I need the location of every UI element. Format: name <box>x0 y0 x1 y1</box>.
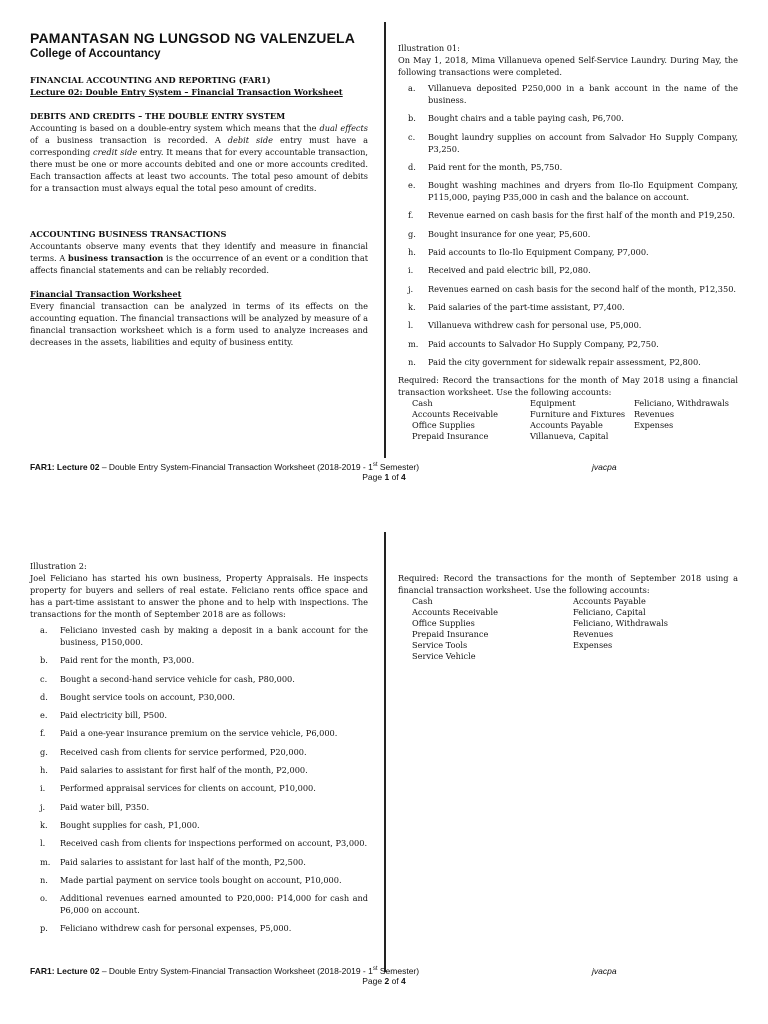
transaction-item <box>398 246 738 258</box>
college-name: College of Accountancy <box>30 48 161 60</box>
transaction-text: Revenue earned on cash basis for the first half of the month and P19,250. <box>428 210 735 221</box>
transaction-letter: k. <box>408 301 416 312</box>
transaction-letter: k. <box>40 819 48 830</box>
page1-right-column <box>398 42 738 442</box>
account-name: Expenses <box>573 640 613 650</box>
transaction-item <box>398 283 738 295</box>
transaction-letter: n. <box>40 874 48 885</box>
transaction-letter: g. <box>408 228 416 239</box>
transaction-letter: m. <box>40 856 51 867</box>
transaction-letter: f. <box>40 728 46 739</box>
transaction-text: Feliciano invested cash by making a deposit in a bank account for the business, P150,000. <box>60 625 368 647</box>
transaction-item <box>398 179 738 203</box>
account-name: Office Supplies <box>412 420 475 431</box>
transaction-text: Paid salaries of the part-time assistant, P7,400. <box>428 301 625 312</box>
transaction-item <box>398 319 738 331</box>
business-transactions-paragraph: Accountants observe many events that they identify and measure in financial terms. A business transaction is the occurrence of an event or a condition that affects financial statements and can be reliably recorded. <box>30 241 368 275</box>
account-name: Accounts Payable <box>530 420 603 431</box>
worksheet-heading: Financial Transaction Worksheet <box>30 289 182 299</box>
transaction-item <box>30 874 368 886</box>
transaction-item <box>30 782 368 794</box>
transaction-text: Additional revenues earned amounted to P20,000: P14,000 for cash and P6,000 on account. <box>60 893 368 916</box>
transaction-letter: b. <box>40 655 48 666</box>
transaction-text: Bought insurance for one year, P5,600. <box>428 228 591 239</box>
account-name: Feliciano, Withdrawals <box>634 398 730 409</box>
transaction-item <box>398 161 738 173</box>
page2-right-column <box>398 572 738 662</box>
transaction-text: Paid a one-year insurance premium on the service vehicle, P6,000. <box>60 728 338 739</box>
transaction-item <box>30 691 368 703</box>
transaction-text: Paid rent for the month, P3,000. <box>60 655 195 666</box>
account-name: Service Vehicle <box>412 651 476 661</box>
transaction-text: Received cash from clients for service performed, P20,000. <box>60 746 307 757</box>
illustration-2-required: Required: Record the transactions for the month of September 2018 using a financial transaction worksheet. Use the following accounts: <box>398 573 738 595</box>
account-name: Feliciano, Withdrawals <box>573 618 669 628</box>
transaction-item <box>30 922 368 934</box>
transaction-text: Bought chairs and a table paying cash, P6,700. <box>428 113 624 124</box>
transaction-letter: h. <box>408 247 416 258</box>
debits-heading: DEBITS AND CREDITS – THE DOUBLE ENTRY SYSTEM <box>30 111 286 121</box>
lecture-title: Lecture 02: Double Entry System – Financial Transaction Worksheet <box>30 87 343 97</box>
transaction-text: Paid salaries to assistant for last half of the month, P2,500. <box>60 856 306 867</box>
transaction-letter: i. <box>40 783 46 794</box>
transaction-text: Feliciano withdrew cash for personal expenses, P5,000. <box>60 923 292 934</box>
transaction-text: Performed appraisal services for clients on account, P10,000. <box>60 783 316 794</box>
transaction-letter: c. <box>40 673 48 684</box>
illustration-2-transactions <box>30 624 368 934</box>
transaction-text: Received and paid electric bill, P2,080. <box>428 265 591 276</box>
debits-paragraph: Accounting is based on a double-entry system which means that the dual effects of a business transaction is recorded. A debit side entry must have a corresponding credit side entry. It means that for every accountable transaction, there must be one or more accounts debited and one or more accounts credited. Each transaction affects at least two accounts. The total peso amount of debits for a transaction must always equal the total peso amount of credits. <box>30 123 369 193</box>
transaction-text: Paid electricity bill, P500. <box>60 710 167 721</box>
transaction-text: Villanueva deposited P250,000 in a bank account in the name of the business. <box>428 83 738 105</box>
transaction-item <box>398 131 738 155</box>
illustration-1-transactions <box>398 82 738 368</box>
transaction-item <box>30 764 368 776</box>
account-name: Accounts Receivable <box>412 607 498 617</box>
transaction-letter: g. <box>40 746 48 757</box>
transaction-letter: d. <box>408 161 416 172</box>
account-name: Furniture and Fixtures <box>530 409 626 420</box>
transaction-text: Bought service tools on account, P30,000. <box>60 691 236 702</box>
transaction-letter: m. <box>408 338 419 349</box>
transaction-item <box>30 856 368 868</box>
illustration-2-intro: Joel Feliciano has started his own business, Property Appraisals. He inspects property for buyers and sellers of real estate. Feliciano rents office space and has a part-time assistant to answer the phone and to help with inspections. The transactions for the month of September 2018 are as follows: <box>30 573 368 619</box>
illustration-1-intro: On May 1, 2018, Mima Villanueva opened Self-Service Laundry. During May, the following transactions were completed. <box>398 55 738 77</box>
transaction-item <box>30 727 368 739</box>
transaction-letter: j. <box>40 801 46 812</box>
account-name: Revenues <box>573 629 614 639</box>
transaction-text: Bought a second-hand service vehicle for cash, P80,000. <box>60 673 295 684</box>
footer-course-line: FAR1: Lecture 02 – Double Entry System-Financial Transaction Worksheet (2018-2019 - 1st Semester) <box>30 462 420 472</box>
transaction-text: Paid salaries to assistant for first half of the month, P2,000. <box>60 765 308 776</box>
account-name: Service Tools <box>412 640 468 650</box>
transaction-text: Made partial payment on service tools bought on account, P10,000. <box>60 874 342 885</box>
transaction-letter: h. <box>40 765 48 776</box>
document-page-1 <box>0 0 768 500</box>
account-name: Villanueva, Capital <box>530 431 609 442</box>
account-name <box>634 431 744 442</box>
transaction-letter: l. <box>408 320 414 331</box>
transaction-letter: f. <box>408 210 414 221</box>
page-number: Page 1 of 4 <box>362 472 406 482</box>
transaction-text: Paid accounts to Salvador Ho Supply Company, P2,750. <box>428 338 659 349</box>
transaction-text: Paid the city government for sidewalk repair assessment, P2,800. <box>428 356 701 367</box>
transaction-text: Paid water bill, P350. <box>60 801 150 812</box>
transaction-item <box>398 209 738 221</box>
illustration-2-accounts <box>412 596 738 662</box>
transaction-text: Bought laundry supplies on account from Salvador Ho Supply Company, P3,250. <box>428 131 738 154</box>
account-name: Cash <box>412 596 433 606</box>
transaction-item <box>30 819 368 831</box>
transaction-letter: p. <box>40 923 48 934</box>
account-name: Revenues <box>634 409 675 420</box>
footer-author: jvacpa <box>592 462 617 472</box>
account-name: Prepaid Insurance <box>412 431 489 442</box>
transaction-item <box>30 746 368 758</box>
university-name: PAMANTASAN NG LUNGSOD NG VALENZUELA <box>30 30 356 46</box>
transaction-text: Bought washing machines and dryers from Ilo-Ilo Equipment Company, P115,000, paying P35,000 in cash and the balance on account. <box>428 180 738 203</box>
transaction-item <box>30 709 368 721</box>
transaction-item <box>30 892 368 916</box>
transaction-letter: l. <box>40 838 46 849</box>
transaction-letter: a. <box>40 625 48 635</box>
transaction-item <box>398 82 738 106</box>
transaction-item <box>398 112 738 124</box>
transaction-item <box>398 228 738 240</box>
course-title: FINANCIAL ACCOUNTING AND REPORTING (FAR1) <box>30 75 271 85</box>
transaction-item <box>398 356 738 368</box>
account-name: Expenses <box>634 420 674 431</box>
transaction-text: Revenues earned on cash basis for the second half of the month, P12,350. <box>428 283 737 294</box>
transaction-item <box>398 264 738 276</box>
document-page-2 <box>0 520 768 1024</box>
transaction-letter: c. <box>408 131 416 142</box>
transaction-item <box>30 801 368 813</box>
transaction-letter: i. <box>408 265 414 276</box>
transaction-text: Bought supplies for cash, P1,000. <box>60 819 200 830</box>
transaction-item <box>398 301 738 313</box>
transaction-text: Villanueva withdrew cash for personal use, P5,000. <box>428 320 642 331</box>
account-name: Prepaid Insurance <box>412 629 489 639</box>
transaction-letter: a. <box>408 83 416 93</box>
transaction-letter: e. <box>40 710 48 721</box>
illustration-1-accounts <box>412 398 738 442</box>
worksheet-paragraph: Every financial transaction can be analyzed in terms of its effects on the accounting equation. The financial transactions will be analyzed by measure of a financial transaction worksheet which is a form used to analyze increases and decreases in the assets, liabilities and equity of business entity. <box>30 301 368 347</box>
page-number: Page 2 of 4 <box>362 976 406 986</box>
transaction-letter: o. <box>40 893 48 904</box>
transaction-text: Received cash from clients for inspections performed on account, P3,000. <box>60 838 368 849</box>
illustration-2-title: Illustration 2: <box>30 561 87 571</box>
account-name: Cash <box>412 398 433 409</box>
account-name: Feliciano, Capital <box>573 607 646 617</box>
account-name: Accounts Receivable <box>412 409 498 420</box>
page2-left-column <box>30 560 368 941</box>
transaction-item <box>30 837 368 849</box>
transaction-text: Paid accounts to Ilo-Ilo Equipment Company, P7,000. <box>428 247 649 258</box>
column-divider <box>384 532 386 972</box>
footer-author: jvacpa <box>592 966 617 976</box>
column-divider <box>384 22 386 458</box>
account-name: Equipment <box>530 398 576 409</box>
transaction-letter: d. <box>40 691 48 702</box>
account-name: Accounts Payable <box>573 596 646 606</box>
transaction-item <box>30 624 368 648</box>
transaction-letter: n. <box>408 356 416 367</box>
transaction-letter: j. <box>408 283 414 294</box>
transaction-item <box>30 673 368 685</box>
account-name: Office Supplies <box>412 618 475 628</box>
illustration-1-title: Illustration 01: <box>398 43 460 53</box>
transaction-letter: b. <box>408 113 416 124</box>
footer-course-line: FAR1: Lecture 02 – Double Entry System-Financial Transaction Worksheet (2018-2019 - 1st Semester) <box>30 966 420 976</box>
transaction-item <box>30 654 368 666</box>
transaction-text: Paid rent for the month, P5,750. <box>428 161 563 172</box>
account-name <box>573 651 723 662</box>
illustration-1-required: Required: Record the transactions for the month of May 2018 using a financial transaction worksheet. Use the following accounts: <box>398 375 738 398</box>
business-transactions-heading: ACCOUNTING BUSINESS TRANSACTIONS <box>30 229 227 239</box>
transaction-item <box>398 338 738 350</box>
transaction-letter: e. <box>408 180 416 191</box>
page1-left-column <box>30 30 368 348</box>
